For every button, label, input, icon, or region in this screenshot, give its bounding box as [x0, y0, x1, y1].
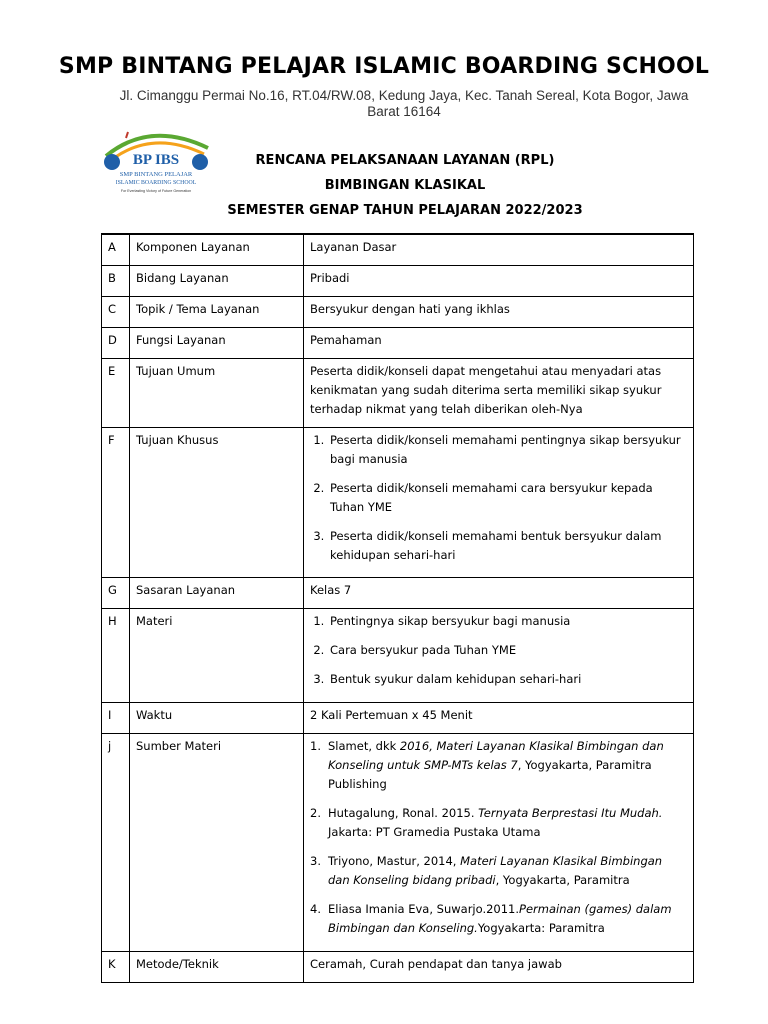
- row-label: Metode/Teknik: [130, 951, 304, 982]
- ref-title: 2016, Materi Layanan Klasikal Bimbingan dan Konseling untuk SMP-MTs kelas 7: [328, 738, 664, 772]
- ref-number: 2.: [310, 805, 321, 820]
- row-code: D: [102, 327, 130, 358]
- school-name: SMP BINTANG PELAJAR ISLAMIC BOARDING SCHOOL: [58, 54, 710, 79]
- logo-tagline: For Everlasting Victory of Future Generation: [120, 189, 192, 193]
- list-item: 1. Peserta didik/konseli memahami pentingnya sikap bersyukur bagi manusia: [328, 431, 687, 469]
- ref-publisher: , Yogyakarta, Paramitra Publishing: [328, 757, 652, 791]
- row-value: Pribadi: [304, 265, 694, 296]
- ref-title: Materi Layanan Klasikal Bimbingan dan Konseling bidang pribadi: [328, 853, 663, 887]
- row-label: Fungsi Layanan: [130, 327, 304, 358]
- list-item: 3. Peserta didik/konseli memahami bentuk bersyukur dalam kehidupan sehari-hari: [328, 527, 687, 565]
- rpl-table: [101, 233, 694, 983]
- row-value: Peserta didik/konseli dapat mengetahui atau menyadari atas kenikmatan yang sudah diterima serta memiliki sikap syukur terhadap nikmat yang telah diberikan oleh-Nya: [304, 358, 694, 427]
- row-value: Bersyukur dengan hati yang ikhlas: [304, 296, 694, 327]
- table-row: [102, 608, 694, 702]
- ref-publisher: Yogyakarta: Paramitra: [477, 920, 605, 935]
- table-row: [102, 265, 694, 296]
- ref-author: Hutagalung, Ronal. 2015.: [328, 805, 479, 820]
- reference-item: [310, 852, 687, 890]
- reference-item: [310, 900, 687, 938]
- row-value: [304, 427, 694, 577]
- sumber-materi-list: [310, 737, 687, 938]
- title-line1: RENCANA PELAKSANAAN LAYANAN (RPL): [255, 153, 555, 168]
- row-code: E: [102, 358, 130, 427]
- document-titles: [205, 148, 605, 223]
- table-row: [102, 577, 694, 608]
- row-value: Layanan Dasar: [304, 234, 694, 265]
- table-row: [102, 327, 694, 358]
- row-code: H: [102, 608, 130, 702]
- row-code: j: [102, 733, 130, 951]
- row-label: Waktu: [130, 702, 304, 733]
- materi-list: [310, 612, 687, 689]
- ref-publisher: Jakarta: PT Gramedia Pustaka Utama: [328, 824, 541, 839]
- list-item: 1. Pentingnya sikap bersyukur bagi manusia: [328, 612, 687, 631]
- ref-number: 3.: [310, 853, 321, 868]
- row-value: Pemahaman: [304, 327, 694, 358]
- ref-publisher: , Yogyakarta, Paramitra: [495, 872, 630, 887]
- row-label: Komponen Layanan: [130, 234, 304, 265]
- table-row: [102, 733, 694, 951]
- reference-item: [310, 737, 687, 794]
- row-value: Kelas 7: [304, 577, 694, 608]
- list-item: 3. Bentuk syukur dalam kehidupan sehari-hari: [328, 670, 687, 689]
- row-value: Ceramah, Curah pendapat dan tanya jawab: [304, 951, 694, 982]
- table-row: [102, 296, 694, 327]
- row-code: B: [102, 265, 130, 296]
- table-row: [102, 358, 694, 427]
- row-label: Sasaran Layanan: [130, 577, 304, 608]
- row-code: I: [102, 702, 130, 733]
- ref-author: Slamet, dkk: [328, 738, 400, 753]
- list-item: 2. Peserta didik/konseli memahami cara bersyukur kepada Tuhan YME: [328, 479, 687, 517]
- school-logo: [100, 118, 212, 198]
- reference-item: [310, 804, 687, 842]
- list-item: 2. Cara bersyukur pada Tuhan YME: [328, 641, 687, 660]
- school-address: Jl. Cimanggu Permai No.16, RT.04/RW.08, Kedung Jaya, Kec. Tanah Sereal, Kota Bogor, Jawa Barat 16164: [119, 88, 689, 119]
- row-value: [304, 733, 694, 951]
- row-label: Tujuan Umum: [130, 358, 304, 427]
- row-label: Materi: [130, 608, 304, 702]
- title-line2: BIMBINGAN KLASIKAL: [324, 178, 486, 193]
- row-value: [304, 608, 694, 702]
- row-code: C: [102, 296, 130, 327]
- ref-title: Ternyata Berprestasi Itu Mudah.: [478, 805, 663, 820]
- table-row: [102, 951, 694, 982]
- table-row: [102, 234, 694, 265]
- row-code: G: [102, 577, 130, 608]
- row-code: A: [102, 234, 130, 265]
- row-label: Tujuan Khusus: [130, 427, 304, 577]
- logo-line2: ISLAMIC BOARDING SCHOOL: [115, 180, 197, 186]
- table-row: [102, 427, 694, 577]
- ref-number: 4.: [310, 901, 321, 916]
- logo-line1: SMP BINTANG PELAJAR: [119, 171, 193, 178]
- ref-title: Permainan (games) dalam Bimbingan dan Konseling.: [328, 901, 672, 935]
- table-row: [102, 702, 694, 733]
- ref-author: Eliasa Imania Eva, Suwarjo.2011.: [328, 901, 520, 916]
- tujuan-khusus-list: [310, 431, 687, 565]
- row-label: Sumber Materi: [130, 733, 304, 951]
- row-label: Bidang Layanan: [130, 265, 304, 296]
- row-code: F: [102, 427, 130, 577]
- row-code: K: [102, 951, 130, 982]
- logo-abbr: BP IBS: [132, 152, 180, 168]
- ref-number: 1.: [310, 738, 321, 753]
- row-label: Topik / Tema Layanan: [130, 296, 304, 327]
- row-value: 2 Kali Pertemuan x 45 Menit: [304, 702, 694, 733]
- ref-author: Triyono, Mastur, 2014,: [328, 853, 461, 868]
- title-line3: SEMESTER GENAP TAHUN PELAJARAN 2022/2023: [227, 203, 583, 218]
